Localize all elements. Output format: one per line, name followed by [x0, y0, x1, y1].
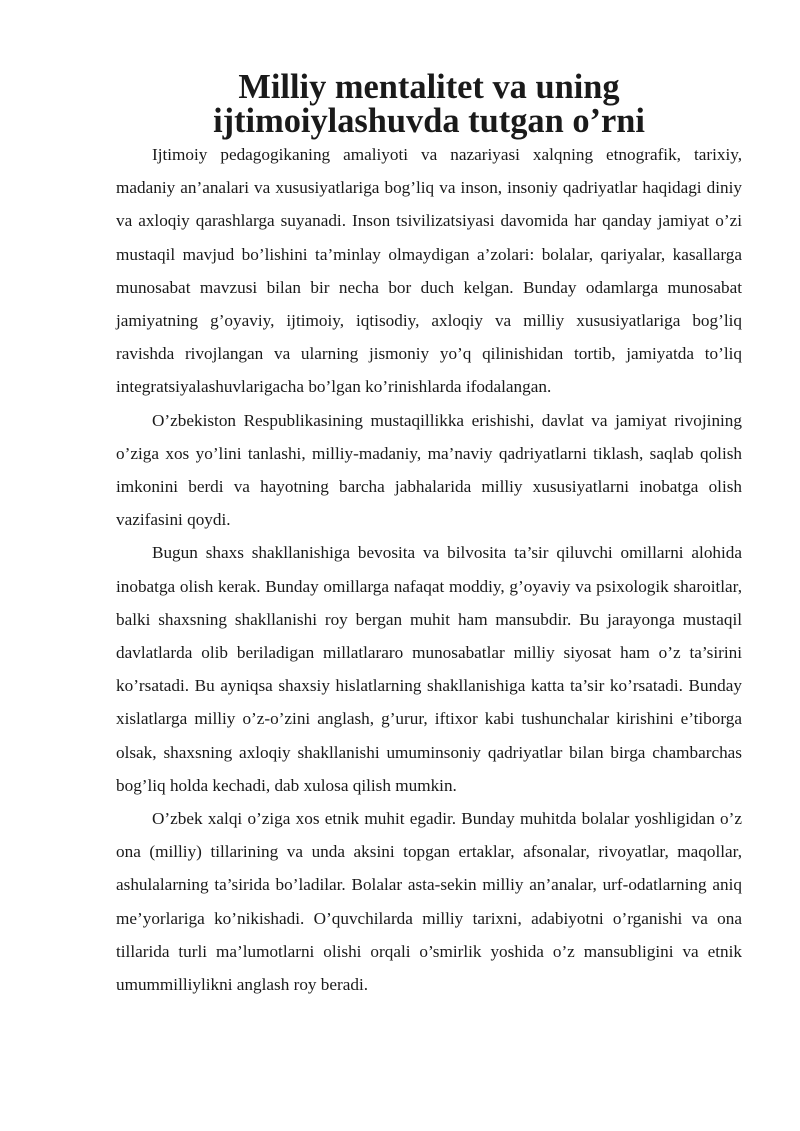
document-title: Milliy mentalitet va uning ijtimoiylashuvda tutgan o’rni: [213, 68, 645, 140]
document-body: [116, 70, 742, 1001]
paragraph-2: O’zbekiston Respublikasining mustaqillikka erishishi, davlat va jamiyat rivojining o’ziga xos yo’lini tanlashi, milliy-madaniy, ma’naviy qadriyatlarni tiklash, saqlab qolish imkonini berdi va hayotning barcha jabhalarida milliy xususiyatlarni inobatga olish vazifasini qoydi.: [116, 410, 742, 530]
paragraph-4: O’zbek xalqi o’ziga xos etnik muhit egadir. Bunday muhitda bolalar yoshligidan o’z ona (milliy) tillarining va unda aksini topgan ertaklar, afsonalar, rivoyatlar, maqollar, ashulalarning ta’sirida bo’ladilar. Bolalar asta-sekin milliy an’analar, urf-odatlarning aniq me’yorlariga ko’nikishadi. O’quvchilarda milliy tarixni, adabiyotni o’rganishi va ona tillarida turli ma’lumotlarni olishi orqali o’smirlik yoshida o’z mansubligini va etnik umummilliylikni anglash roy beradi.: [116, 809, 742, 995]
paragraph-1: Ijtimoiy pedagogikaning amaliyoti va nazariyasi xalqning etnografik, tarixiy, madaniy an’analari va xususiyatlariga bog’liq va inson, insoniy qadriyatlar haqidagi diniy va axloqiy qarashlarga suyanadi. Inson tsivilizatsiyasi davomida har qanday jamiyat o’zi mustaqil mavjud bo’lishini ta’minlay olmaydigan a’zolari: bolalar, qariyalar, kasallarga munosabat mavzusi bilan bir necha bor duch kelgan. Bunday odamlarga munosabat jamiyatning g’oyaviy, ijtimoiy, iqtisodiy, axloqiy va milliy xususiyatlariga bog’liq ravishda rivojlangan va ularning jismoniy yo’q qilinishidan tortib, jamiyatda to’liq integratsiyalashuvlarigacha bo’lgan ko’rinishlarda ifodalangan.: [116, 145, 742, 397]
paragraph-3: Bugun shaxs shakllanishiga bevosita va bilvosita ta’sir qiluvchi omillarni alohida inobatga olish kerak. Bunday omillarga nafaqat moddiy, g’oyaviy va psixologik sharoitlar, balki shaxsning shakllanishi roy bergan muhit ham mansubdir. Bu jarayonga mustaqil davlatlarda olib beriladigan millatlararo munosabatlar milliy siyosat ham o’z ta’sirini ko’rsatadi. Bu ayniqsa shaxsiy hislatlarning shakllanishiga katta ta’sir ko’rsatadi. Bunday xislatlarga milliy o’z-o’zini anglash, g’urur, iftixor kabi tushunchalar kirishini e’tiborga olsak, shaxsning axloqiy shakllanishi umuminsoniy qadriyatlar bilan birga chambarchas bog’liq holda kechadi, dab xulosa qilish mumkin.: [116, 543, 742, 795]
